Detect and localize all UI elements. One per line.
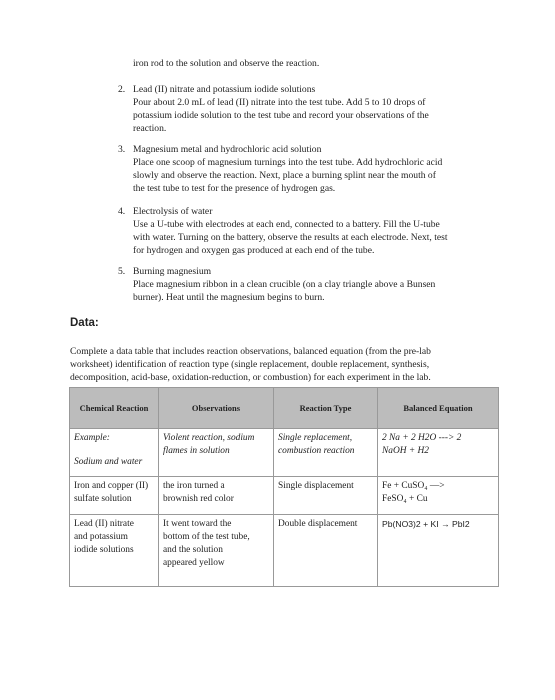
procedure-line: slowly and observe the reaction. Next, place a burning splint near the mouth of bbox=[133, 170, 436, 181]
procedure-number: 4. bbox=[118, 206, 126, 217]
procedure-line: the test tube to test for the presence of hydrogen gas. bbox=[133, 183, 336, 194]
procedure-title: Burning magnesium bbox=[133, 266, 212, 277]
table-row-example bbox=[70, 429, 499, 477]
procedure-title: Lead (II) nitrate and potassium iodide solutions bbox=[133, 84, 316, 95]
data-instructions bbox=[70, 345, 500, 384]
instruction-line: decomposition, acid-base, oxidation-reduction, or combustion) for each experiment in the lab. bbox=[70, 372, 431, 383]
cell-line: Single replacement, bbox=[278, 433, 353, 443]
cell-line: brownish red color bbox=[163, 494, 234, 504]
procedure-title: Electrolysis of water bbox=[133, 206, 213, 217]
cell-reaction bbox=[70, 477, 159, 515]
cell-reaction-type: Double displacement bbox=[274, 515, 378, 587]
cell-line: combustion reaction bbox=[278, 446, 355, 456]
procedure-number: 2. bbox=[118, 84, 126, 95]
cell-reaction bbox=[70, 515, 159, 587]
table-header-row bbox=[70, 388, 499, 429]
cell-line: appeared yellow bbox=[163, 558, 225, 568]
cell-line: 2 Na + 2 H2O ---> 2 bbox=[382, 433, 462, 443]
cell-line: and the solution bbox=[163, 545, 223, 555]
header-reaction-type: Reaction Type bbox=[274, 388, 378, 429]
procedure-line: reaction. bbox=[133, 123, 167, 134]
cell-observations bbox=[159, 515, 274, 587]
procedure-line: burner). Heat until the magnesium begins to burn. bbox=[133, 292, 325, 303]
cell-reaction-type bbox=[274, 429, 378, 477]
cell-line: and potassium bbox=[74, 532, 128, 542]
procedure-body bbox=[133, 278, 498, 304]
cell-line: Fe + CuSO₄ —> bbox=[382, 481, 445, 491]
procedure-line: potassium iodide solution to the test tube and record your observations of the bbox=[133, 110, 429, 121]
header-observations: Observations bbox=[159, 388, 274, 429]
instruction-line: worksheet) identification of reaction type (single replacement, double replacement, synthesis, bbox=[70, 359, 430, 370]
data-heading: Data: bbox=[70, 317, 99, 329]
cell-reaction-type: Single displacement bbox=[274, 477, 378, 515]
cell-line: iodide solutions bbox=[74, 545, 134, 555]
procedure-body bbox=[133, 156, 498, 195]
procedure-number: 5. bbox=[118, 266, 126, 277]
cell-line: Lead (II) nitrate bbox=[74, 519, 134, 529]
header-chemical-reaction: Chemical Reaction bbox=[70, 388, 159, 429]
procedure-line: Place one scoop of magnesium turnings into the test tube. Add hydrochloric acid bbox=[133, 157, 443, 168]
cell-line: sulfate solution bbox=[74, 494, 132, 504]
cell-line: NaOH + H2 bbox=[382, 446, 429, 456]
procedure-line: for hydrogen and oxygen gas produced at each end of the tube. bbox=[133, 245, 375, 256]
example-name: Sodium and water bbox=[74, 457, 143, 467]
cell-equation: Pb(NO3)2 + KI → PbI2 bbox=[378, 515, 499, 587]
table-row bbox=[70, 515, 499, 587]
table-row bbox=[70, 477, 499, 515]
procedure-body bbox=[133, 96, 498, 135]
procedure-line: with water. Turning on the battery, observe the results at each electrode. Next, test bbox=[133, 232, 448, 243]
cell-line: Iron and copper (II) bbox=[74, 481, 149, 491]
cell-observations bbox=[159, 429, 274, 477]
cell-line: flames in solution bbox=[163, 446, 230, 456]
procedure-number: 3. bbox=[118, 144, 126, 155]
procedure-body bbox=[133, 218, 498, 257]
cell-equation bbox=[378, 429, 499, 477]
procedure-line: Place magnesium ribbon in a clean crucible (on a clay triangle above a Bunsen bbox=[133, 279, 436, 290]
procedure-line: Use a U-tube with electrodes at each end, connected to a battery. Fill the U-tube bbox=[133, 219, 440, 230]
cell-line: It went toward the bbox=[163, 519, 232, 529]
header-balanced-equation: Balanced Equation bbox=[378, 388, 499, 429]
cell-equation bbox=[378, 477, 499, 515]
cell-line: Violent reaction, sodium bbox=[163, 433, 255, 443]
cell-line: bottom of the test tube, bbox=[163, 532, 250, 542]
procedure-line: Pour about 2.0 mL of lead (II) nitrate into the test tube. Add 5 to 10 drops of bbox=[133, 97, 426, 108]
cell-reaction bbox=[70, 429, 159, 477]
cell-line: the iron turned a bbox=[163, 481, 225, 491]
cell-line: FeSO₄ + Cu bbox=[382, 494, 428, 504]
cell-observations bbox=[159, 477, 274, 515]
procedure-title: Magnesium metal and hydrochloric acid solution bbox=[133, 144, 322, 155]
instruction-line: Complete a data table that includes reaction observations, balanced equation (from the pre-lab bbox=[70, 346, 431, 357]
example-label: Example: bbox=[74, 433, 110, 443]
continuation-text: iron rod to the solution and observe the reaction. bbox=[133, 58, 320, 69]
data-table bbox=[69, 387, 499, 587]
